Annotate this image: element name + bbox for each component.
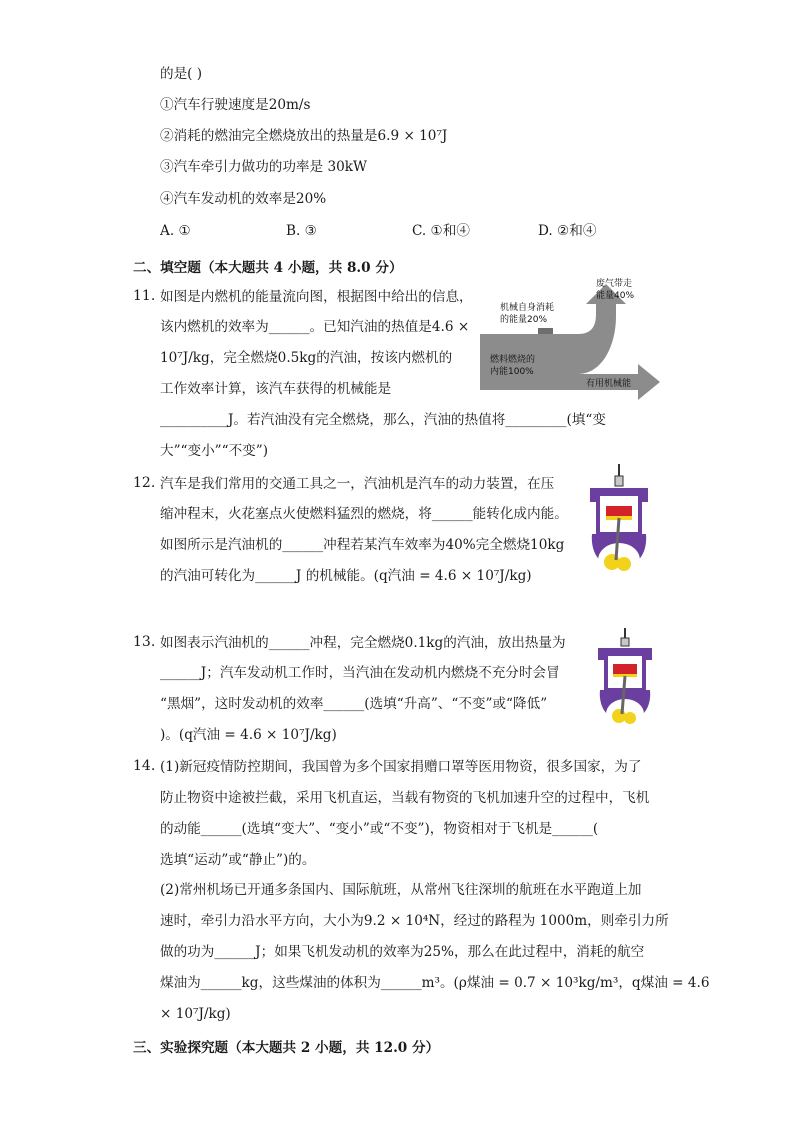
q10-stem-tail: 的是( ) <box>160 66 203 82</box>
q10-statement-4: ④汽车发动机的效率是20% <box>160 191 327 207</box>
section-2-heading: 二、填空题（本大题共 4 小题，共 8.0 分） <box>133 260 403 276</box>
q10-statement-3: ③汽车牵引力做功的功率是 30kW <box>160 159 367 175</box>
fuel-label-1: 燃料燃烧的 <box>490 355 536 365</box>
q14-number: 14. <box>133 758 156 774</box>
q14-line-7: 做的功为______J；如果飞机发动机的效率为25%，那么在此过程中，消耗的航空 <box>160 944 645 960</box>
q14-line-1: (1)新冠疫情防控期间，我国曾为多个国家捐赠口罩等医用物资，很多国家，为了 <box>160 759 642 775</box>
q14-line-4: 选填“运动”或“静止”)的。 <box>160 852 316 868</box>
q14-line-9: × 10⁷J/kg) <box>160 1006 231 1022</box>
exhaust-label-1: 废气带走 <box>596 279 633 289</box>
q10-choice-d[interactable]: D. ②和④ <box>538 223 597 239</box>
engine-diagram-q13 <box>594 626 656 738</box>
q12-line-2: 缩冲程末，火花塞点火使燃料猛烈的燃烧，将______能转化成内能。 <box>160 506 568 522</box>
q13-line-4: )。(q汽油 = 4.6 × 10⁷J/kg) <box>160 727 337 743</box>
self-loss-band <box>538 328 553 334</box>
q10-choice-c[interactable]: C. ①和④ <box>412 223 470 239</box>
q11-line-6: 大”“变小”“不变”) <box>160 443 269 459</box>
exhaust-label-2: 能量40% <box>596 291 635 301</box>
self-loss-label-2: 的能量20% <box>500 315 548 325</box>
q14-line-2: 防止物资中途被拦截，采用飞机直运，当载有物资的飞机加速升空的过程中，飞机 <box>160 790 650 806</box>
q14-line-6: 速时，牵引力沿水平方向，大小为9.2 × 10⁴N，经过的路程为 1000m，则牵引力所 <box>160 913 669 929</box>
q12-number: 12. <box>133 475 156 491</box>
q11-line-4: 工作效率计算，该汽车获得的机械能是 <box>160 381 392 397</box>
q13-line-1: 如图表示汽油机的______冲程，完全燃烧0.1kg的汽油，放出热量为 <box>160 635 566 651</box>
q12-line-4: 的汽油可转化为______J 的机械能。(q汽油 = 4.6 × 10⁷J/kg) <box>160 568 532 584</box>
engine-diagram-q12 <box>584 462 654 587</box>
q11-number: 11. <box>133 288 156 304</box>
q10-statement-1: ①汽车行驶速度是20m/s <box>160 97 311 113</box>
q12-line-3: 如图所示是汽油机的______冲程若某汽车效率为40%完全燃烧10kg <box>160 537 565 553</box>
q10-statement-2: ②消耗的燃油完全燃烧放出的热量是6.9 × 10⁷J <box>160 128 448 144</box>
q14-line-8: 煤油为______kg，这些煤油的体积为______m³。(ρ煤油 = 0.7 × 10³kg/m³，q煤油 = 4.6 <box>160 975 710 991</box>
q10-choice-a[interactable]: A. ① <box>160 223 191 239</box>
q13-number: 13. <box>133 634 156 650</box>
q11-line-2: 该内燃机的效率为______。已知汽油的热值是4.6 × <box>160 319 470 335</box>
q13-line-3: “黑烟”，这时发动机的效率______(选填“升高”、“不变”或“降低” <box>160 696 548 712</box>
fuel-label-2: 内能100% <box>490 367 534 377</box>
q12-line-1: 汽车是我们常用的交通工具之一，汽油机是汽车的动力装置，在压 <box>160 476 555 492</box>
q10-choice-b[interactable]: B. ③ <box>286 223 317 239</box>
q14-line-3: 的动能______(选填“变大”、“变小”或“不变”)，物资相对于飞机是______( <box>160 821 599 837</box>
section-3-heading: 三、实验探究题（本大题共 2 小题，共 12.0 分） <box>133 1040 440 1056</box>
q14-line-5: (2)常州机场已开通多条国内、国际航班，从常州飞往深圳的航班在水平跑道上加 <box>160 882 642 898</box>
q11-line-3: 10⁷J/kg，完全燃烧0.5kg的汽油，按该内燃机的 <box>160 350 453 366</box>
useful-label: 有用机械能 <box>586 379 632 389</box>
q11-line-5: __________J。若汽油没有完全燃烧，那么，汽油的热值将_________(填“变 <box>160 412 606 428</box>
q13-line-2: ______J；汽车发动机工作时，当汽油在发动机内燃烧不充分时会冒 <box>160 665 560 681</box>
energy-flow-diagram <box>478 276 663 401</box>
self-loss-label-1: 机械自身消耗 <box>500 303 555 313</box>
q11-line-1: 如图是内燃机的能量流向图，根据图中给出的信息， <box>160 289 473 305</box>
